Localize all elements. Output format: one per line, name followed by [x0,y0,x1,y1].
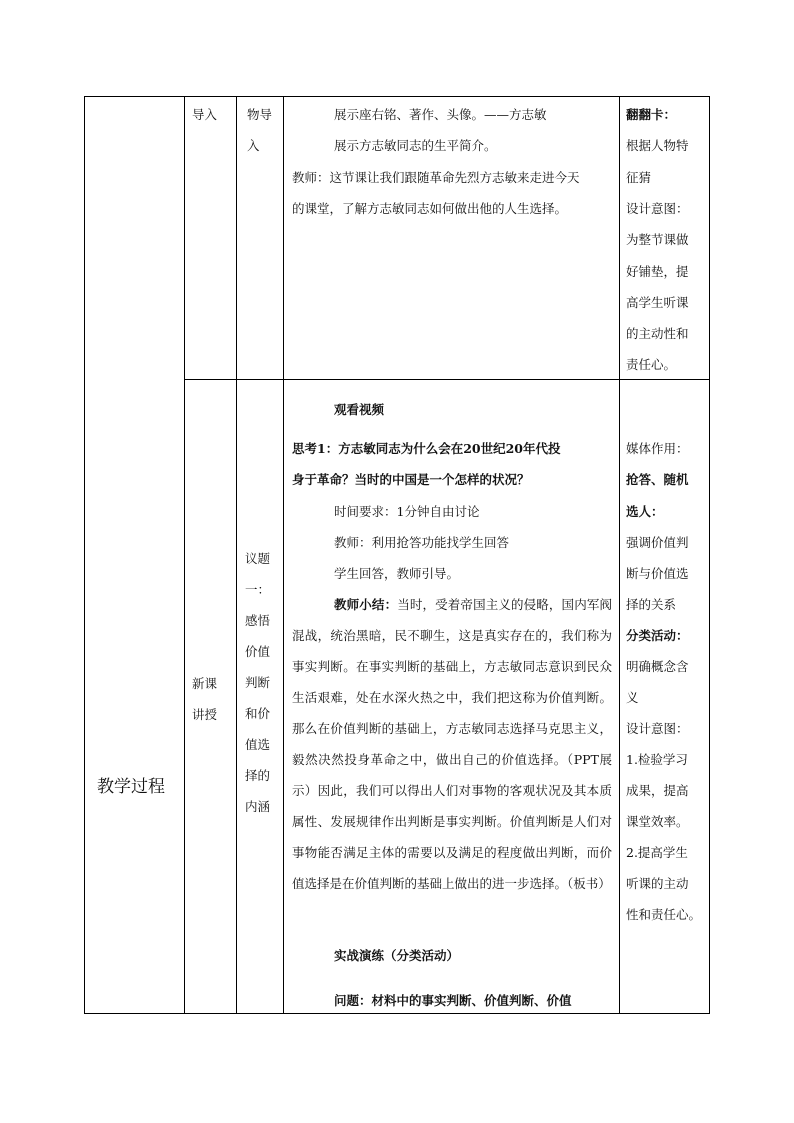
new-note: 抢答、随机 [626,472,689,487]
intro-note: 的主动性和 [626,326,689,341]
intro-note: 责任心。 [626,357,677,372]
topic-new-line: 议题 [245,551,271,566]
new-note: 成果，提高 [626,783,689,798]
intro-content-line: 展示座右铭、著作、头像。——方志敏 [334,107,547,122]
topic-new-line: 感悟 [245,613,271,628]
intro-note: 设计意图： [626,201,689,216]
practice-question: 问题：材料中的事实判断、价值判断、价值 [334,993,572,1008]
new-note: 听课的主动 [626,876,689,891]
summary-label: 教师小结： [334,597,398,612]
new-note: 分类活动： [626,628,689,643]
intro-content-line: 展示方志敏同志的生平简介。 [334,138,497,153]
intro-note: 高学生听课 [626,295,689,310]
new-note: 断与价值选 [626,566,689,581]
intro-note: 为整节课做 [626,232,689,247]
new-note: 课堂效率。 [626,814,689,829]
topic-new-line: 内涵 [245,799,271,814]
column-divider [619,97,620,1013]
column-divider [283,97,284,1013]
intro-note: 好铺垫，提 [626,264,689,279]
think-question-line-1: 思考1：方志敏同志为什么会在20世纪20年代投 [292,441,561,456]
new-note: 媒体作用： [626,441,689,456]
topic-new-line: 值选 [245,737,271,752]
intro-note: 征猜 [626,170,652,185]
summary-text: 当时，受着帝国主义的侵略，国内军阀混战，统治黑暗，民不聊生，这是真实存在的，我们称为事实判断。在事实判断的基础上，方志敏同志意识到民众生活艰难，处在水深火热之中，我们把这称为价值判断。那么在价值判断的基础上，方志敏同志选择马克思主义，毅然决然投身革命之中，做出自己的价值选择。（PPT展示）因此，我们可以得出人们对事物的客观状况及其本质属性、发展规律作出判断是事实判断。价值判断是人们对事物能否满足主体的需要以及满足的程度做出判断，而价值选择是在价值判断的基础上做出的进一步选择。（板书） [292,597,612,891]
topic-intro-line-2: 入 [247,138,260,153]
intro-content-line: 的课堂，了解方志敏同志如何做出他的人生选择。 [292,201,568,216]
column-divider [236,97,237,1013]
new-note: 性和责任心。 [626,907,702,922]
topic-new-line: 择的 [245,768,271,783]
teacher-instruction: 教师：利用抢答功能找学生回答 [334,535,510,550]
new-note: 强调价值判 [626,535,689,550]
new-note: 1.检验学习 [626,752,688,767]
topic-new-line: 和价 [245,706,271,721]
intro-note: 翻翻卡： [626,107,677,122]
practice-heading: 实战演练（分类活动） [334,948,460,963]
new-note: 择的关系 [626,597,677,612]
intro-note: 根据人物特 [626,138,689,153]
student-response: 学生回答，教师引导。 [334,566,460,581]
time-requirement: 时间要求：1分钟自由讨论 [334,504,480,519]
topic-new-line: 判断 [245,675,271,690]
column-divider [184,97,185,1013]
section-label: 教学过程 [97,777,165,797]
intro-content-line: 教师：这节课让我们跟随革命先烈方志敏来走进今天 [292,170,580,185]
new-note: 2.提高学生 [626,845,688,860]
stage-new-line-1: 新课 [192,676,218,691]
topic-new-line: 价值 [245,644,271,659]
new-note: 设计意图： [626,721,689,736]
video-heading: 观看视频 [334,402,385,417]
new-note: 明确概念含 [626,659,689,674]
new-note: 义 [626,690,639,705]
teacher-summary [292,589,612,899]
stage-new-line-2: 讲授 [192,707,218,722]
topic-intro-line-1: 物导 [247,107,273,122]
new-note: 选人： [626,504,664,519]
think-question-line-2: 身于革命？当时的中国是一个怎样的状况？ [292,472,530,487]
stage-intro: 导入 [192,107,218,122]
topic-new-line: 一： [245,582,271,597]
